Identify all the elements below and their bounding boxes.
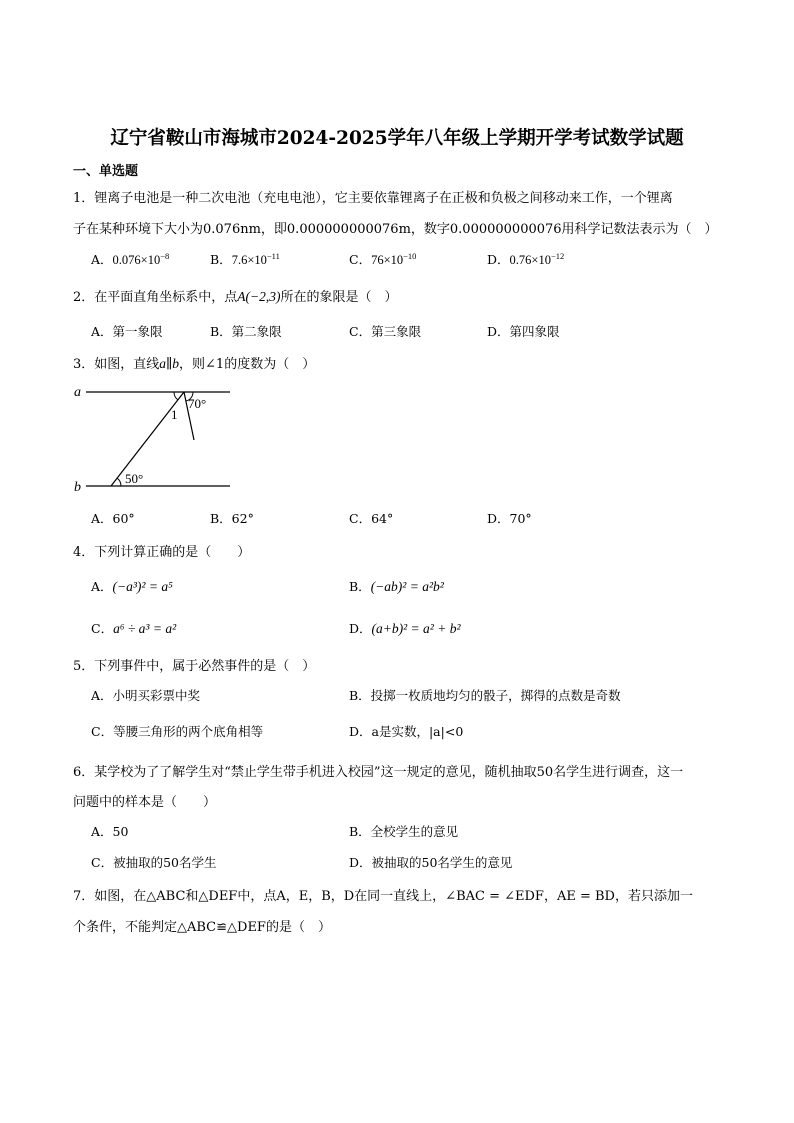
angle-50-arc — [117, 478, 121, 486]
option-exponent: −11 — [266, 250, 280, 261]
option-expression: (−ab)² = a²b² — [370, 579, 444, 594]
option-label: C． — [91, 621, 114, 636]
option-expression: (a+b)² = a² + b² — [371, 621, 461, 636]
option-label: B． — [210, 252, 232, 267]
question-7-line-2: 个条件，不能判定△ABC≌△DEF的是（ ） — [73, 920, 331, 935]
option-expression: a⁶ ÷ a³ = a² — [113, 621, 177, 636]
question-1-line-1: 1．锂离子电池是一种二次电池（充电电池），它主要依靠锂离子在正极和负极之间移动来工作，一个锂离 — [73, 191, 673, 206]
page-title: 辽宁省鞍山市海城市2024-2025学年八年级上学期开学考试数学试题 — [110, 128, 684, 149]
option-base: 0.76×10 — [509, 253, 551, 267]
label-angle-1: 1 — [171, 407, 178, 422]
question-5-option-b[interactable]: B．投掷一枚质地均匀的骰子，掷得的点数是奇数 — [349, 688, 621, 703]
question-1-line-2: 子在某种环境下大小为0.076nm，即0.000000000076m，数字0.000000000076用科学记数法表示为（ ） — [73, 222, 718, 237]
question-5-option-d[interactable]: D．a是实数，|a|<0 — [349, 724, 464, 739]
option-label: B． — [349, 579, 371, 594]
question-6-line-2: 问题中的样本是（ ） — [73, 795, 217, 810]
question-3-option-a[interactable]: A．60° — [91, 511, 135, 526]
option-label: A． — [91, 252, 113, 267]
label-a: a — [74, 385, 81, 400]
question-5-option-c[interactable]: C．等腰三角形的两个底角相等 — [91, 724, 264, 739]
question-3-option-d[interactable]: D．70° — [487, 511, 532, 526]
question-6-option-b[interactable]: B．全校学生的意见 — [349, 824, 459, 839]
question-1-option-b[interactable] — [210, 250, 280, 268]
question-4-option-c[interactable] — [91, 619, 176, 637]
option-base: 7.6×10 — [231, 253, 267, 267]
label-angle-70: 70° — [188, 396, 207, 411]
question-2-option-b[interactable]: B．第二象限 — [210, 324, 282, 339]
option-exponent: −8 — [160, 250, 170, 261]
question-5-text: 5．下列事件中，属于必然事件的是（ ） — [73, 659, 316, 674]
label-angle-50: 50° — [125, 471, 144, 486]
question-7-line-1: 7．如图，在△ABC和△DEF中，点A，E，B，D在同一直线上，∠BAC = ∠EDF，AE = BD，若只添加一 — [73, 889, 693, 904]
question-6-option-c[interactable]: C．被抽取的50名学生 — [91, 855, 217, 870]
option-expression: (−a³)² = a⁵ — [112, 579, 173, 594]
option-label: D． — [487, 252, 510, 267]
question-6-option-d[interactable]: D．被抽取的50名学生的意见 — [349, 855, 513, 870]
question-4-option-d[interactable] — [349, 619, 461, 637]
option-label: A． — [91, 579, 113, 594]
question-3-option-b[interactable]: B．62° — [210, 511, 254, 526]
question-4-text: 4．下列计算正确的是（ ） — [73, 545, 251, 560]
question-6-option-a[interactable]: A．50 — [91, 824, 129, 839]
question-3-text — [73, 353, 315, 372]
question-4-option-a[interactable] — [91, 577, 173, 595]
question-2-option-a[interactable]: A．第一象限 — [91, 324, 163, 339]
question-4-option-b[interactable] — [349, 577, 444, 595]
option-label: C． — [349, 252, 372, 267]
section-heading: 一、单选题 — [73, 164, 139, 179]
question-2-prefix: 2．在平面直角坐标系中，点 — [73, 290, 238, 305]
question-2-suffix: 所在的象限是（ ） — [280, 290, 398, 305]
question-1-option-c[interactable] — [349, 250, 416, 268]
question-3-prefix: 3．如图，直线 — [73, 357, 160, 372]
option-base: 0.076×10 — [112, 253, 161, 267]
question-2-point: A(−2,3) — [237, 289, 281, 304]
angle-1-arc — [174, 392, 178, 400]
question-3-option-c[interactable]: C．64° — [349, 511, 394, 526]
question-5-option-a[interactable]: A．小明买彩票中奖 — [91, 688, 201, 703]
option-base: 76×10 — [371, 253, 404, 267]
question-2-option-c[interactable]: C．第三象限 — [349, 324, 422, 339]
option-exponent: −12 — [550, 250, 565, 261]
question-3-figure — [70, 382, 235, 497]
question-2-text — [73, 286, 398, 305]
question-1-option-d[interactable] — [487, 250, 564, 268]
question-3-suffix: ，则∠1的度数为（ ） — [179, 357, 316, 372]
question-6-line-1: 6．某学校为了了解学生对“禁止学生带手机进入校园”这一规定的意见，随机抽取50名学生进行调查，这一 — [73, 765, 684, 780]
option-exponent: −10 — [403, 250, 417, 261]
question-1-option-a[interactable] — [91, 250, 169, 268]
label-b: b — [74, 480, 81, 495]
question-3-relation: a∥b — [159, 356, 180, 371]
option-label: D． — [349, 621, 372, 636]
question-2-option-d[interactable]: D．第四象限 — [487, 324, 560, 339]
